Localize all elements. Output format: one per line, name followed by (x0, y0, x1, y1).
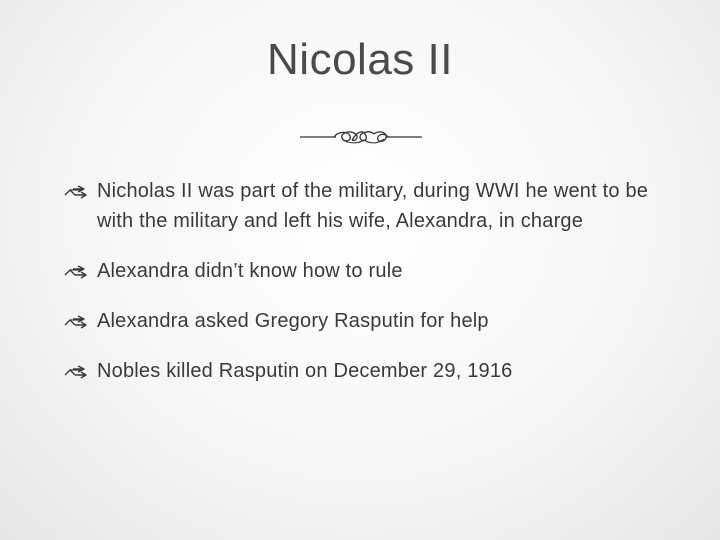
bullet-text: Nobles killed Rasputin on December 29, 1916 (97, 360, 513, 382)
arrow-bullet-icon (64, 365, 88, 379)
arrow-bullet-icon (64, 265, 88, 279)
slide-title: Nicolas II (267, 35, 453, 84)
bullet-text: Nicholas II was part of the military, during WWI he went to be with the military and left his wife, Alexandra, in charge (97, 180, 649, 232)
arrow-bullet-icon (64, 315, 88, 329)
bullet-text: Alexandra asked Gregory Rasputin for help (97, 310, 489, 332)
bullet-text: Alexandra didn’t know how to rule (97, 260, 403, 282)
bullet-item (64, 306, 664, 336)
ornamental-flourish-icon (298, 124, 424, 150)
bullet-item (64, 356, 664, 386)
bullet-list (64, 176, 664, 386)
bullet-item (64, 176, 664, 236)
bullet-item (64, 256, 664, 286)
arrow-bullet-icon (64, 185, 88, 199)
